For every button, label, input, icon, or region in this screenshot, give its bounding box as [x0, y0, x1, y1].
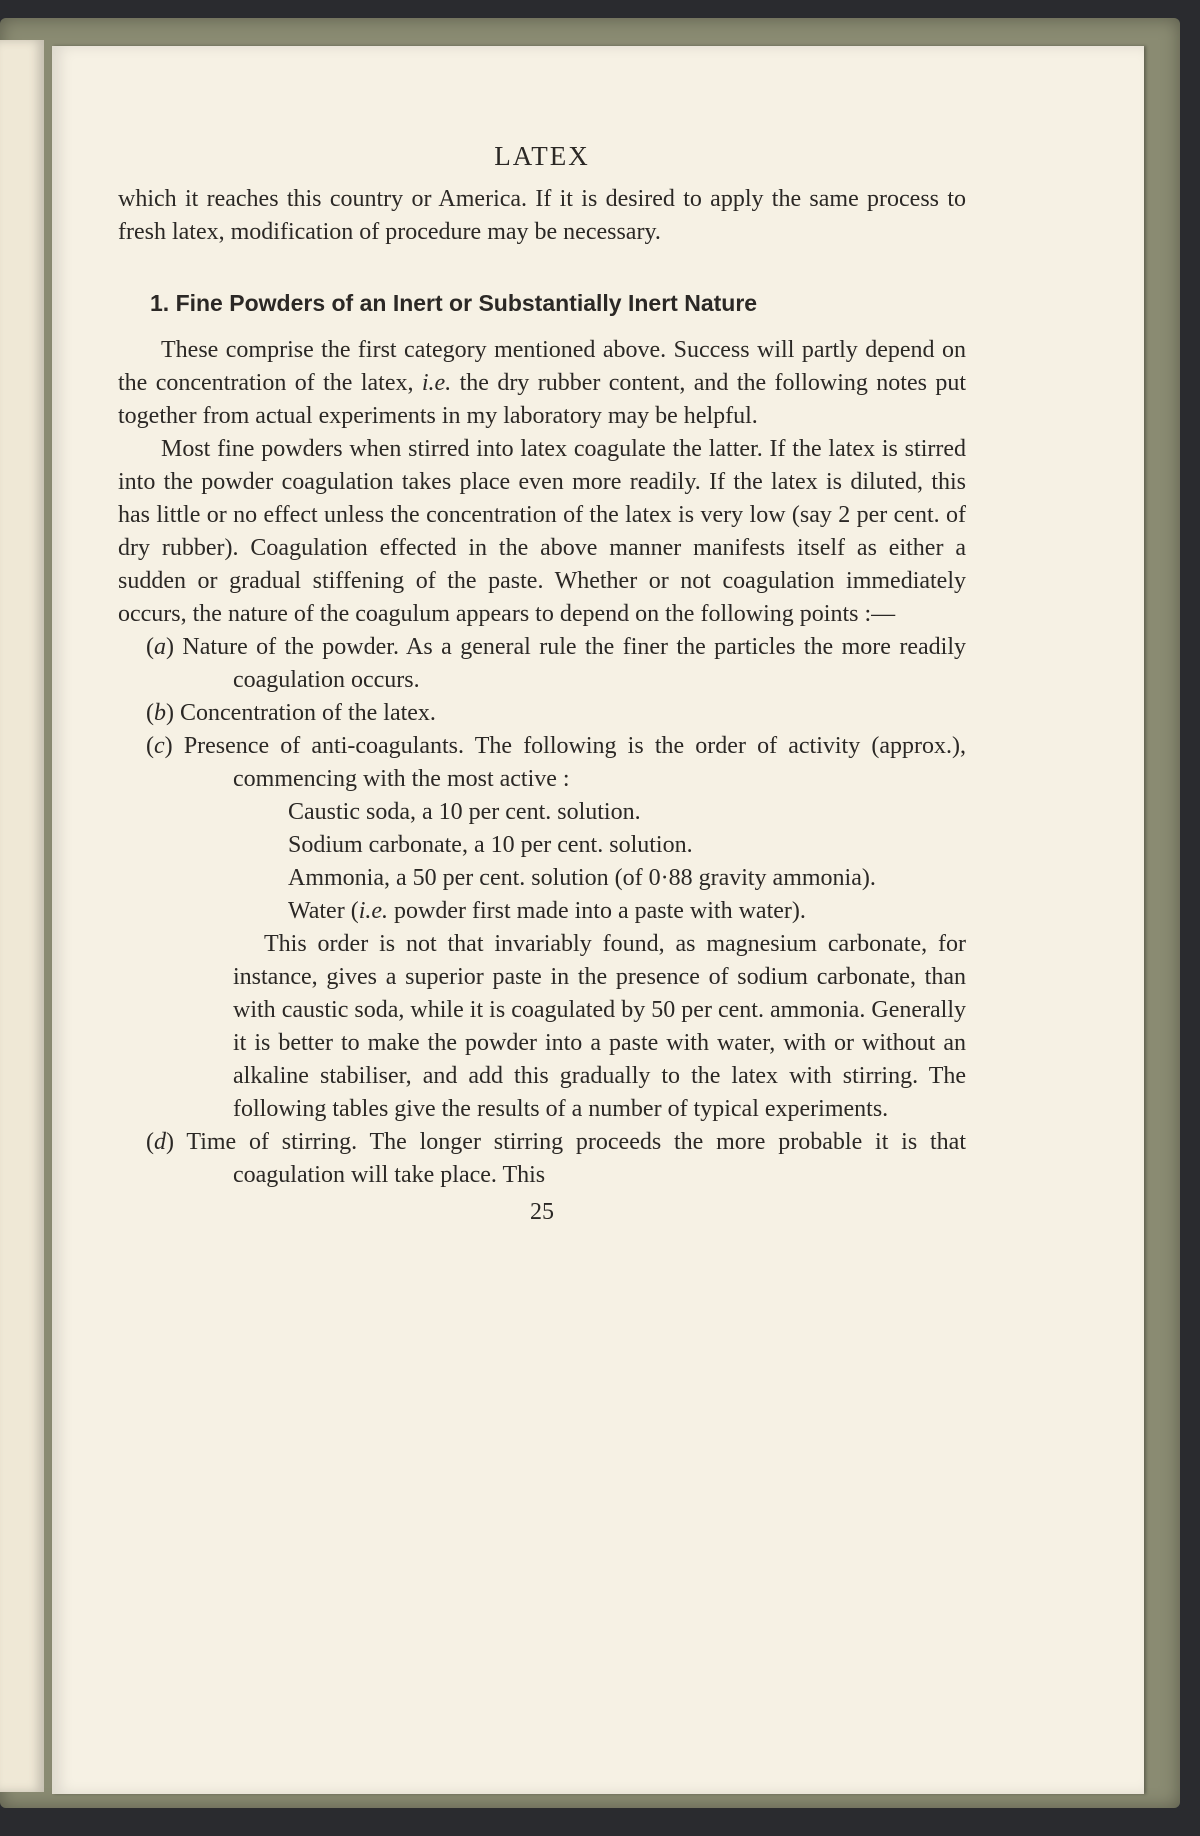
paragraph-1-part-a: These comprise the first category mentioned above. Success will partly depend on the concentration of the latex,: [118, 337, 966, 396]
paragraph-1: [118, 334, 966, 433]
agent-caustic-soda: Caustic soda, a 10 per cent. solution.: [288, 799, 641, 825]
facing-page-edge: [0, 40, 44, 1792]
agent-water-ie: i.e.: [358, 898, 389, 924]
list-item-a: (a) Nature of the powder. As a general rule the finer the particles the more readily coagulation occurs.: [146, 634, 966, 693]
list-item-d: (d) Time of stirring. The longer stirring proceeds the more probable it is that coagulation will take place. This: [146, 1129, 966, 1188]
page-number: 25: [530, 1199, 554, 1225]
list-marker-c: c: [154, 733, 165, 759]
agent-water-before: Water (: [288, 898, 359, 924]
list-marker-a: a: [154, 634, 166, 660]
list-marker-d: d: [154, 1129, 166, 1155]
running-head: LATEX: [494, 141, 590, 171]
list-marker-b: b: [154, 700, 166, 726]
list-item-c: (c) Presence of anti-coagulants. The following is the order of activity (approx.), commencing with the most active :: [146, 733, 966, 792]
paragraph-1-part-b: the dry rubber content, and the following notes put together from actual experiments in my laboratory may be helpful.: [118, 370, 966, 429]
intro-paragraph: which it reaches this country or America. If it is desired to apply the same process to fresh latex, modification of procedure may be necessary.: [118, 186, 966, 245]
paragraph-2: Most fine powders when stirred into latex coagulate the latter. If the latex is stirred into the powder coagulation takes place even more readily. If the latex is diluted, this has little or no effect unless the concentration of the latex is very low (say 2 per cent. of dry rubber). Coagulation effected in the above manner manifests itself as either a sudden or gradual stiffening of the paste. Whether or not coagulation immediately occurs, the nature of the coagulum appears to depend on the following points :—: [118, 436, 966, 627]
agent-water: [118, 895, 966, 928]
agent-sodium-carbonate: Sodium carbonate, a 10 per cent. solution.: [288, 832, 693, 858]
paragraph-1-ie: i.e.: [421, 370, 452, 396]
list-text-c: Presence of anti-coagulants. The following is the order of activity (approx.), commencing with the most active :: [183, 733, 966, 792]
list-text-d: Time of stirring. The longer stirring proceeds the more probable it is that coagulation will take place. This: [186, 1129, 966, 1188]
list-text-a: Nature of the powder. As a general rule the finer the particles the more readily coagulation occurs.: [182, 634, 966, 693]
list-item-b: (b) Concentration of the latex.: [146, 700, 436, 726]
agent-ammonia: Ammonia, a 50 per cent. solution (of 0·88 gravity ammonia).: [288, 865, 876, 891]
section-heading: 1. Fine Powders of an Inert or Substantially Inert Nature: [150, 290, 758, 316]
list-text-b: Concentration of the latex.: [180, 700, 436, 726]
page-content: [118, 140, 966, 1229]
agent-water-after: powder first made into a paste with water).: [388, 898, 806, 924]
order-note-paragraph: This order is not that invariably found, as magnesium carbonate, for instance, gives a superior paste in the presence of sodium carbonate, than with caustic soda, while it is coagulated by 50 per cent. ammonia. Generally it is better to make the powder into a paste with water, with or without an alkaline stabiliser, and add this gradually to the latex with stirring. The following tables give the results of a number of typical experiments.: [233, 931, 966, 1122]
